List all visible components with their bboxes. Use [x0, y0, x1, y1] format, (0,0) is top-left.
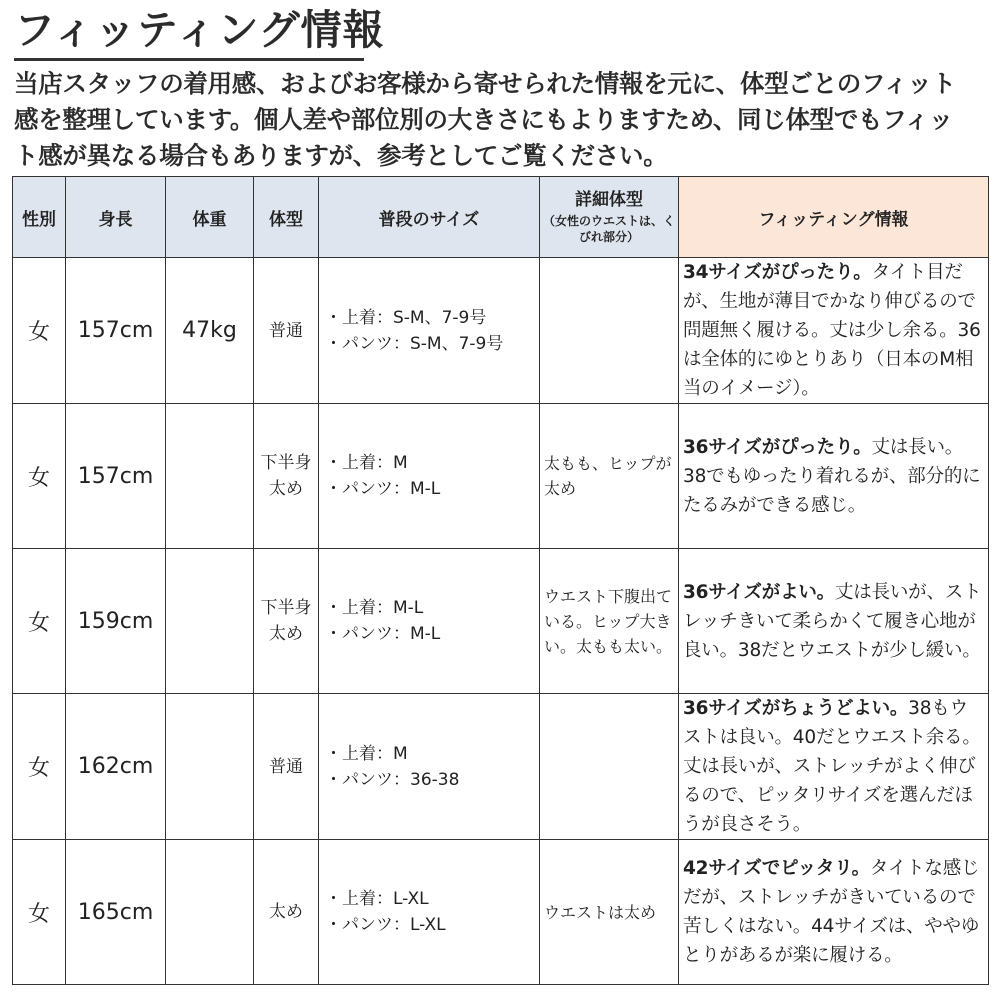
usual-size-line: ・上着：M — [325, 453, 408, 473]
table-row — [13, 840, 989, 985]
cell-height: 159cm — [66, 549, 166, 694]
cell-body-type — [254, 840, 319, 985]
intro-text — [14, 66, 989, 174]
cell-sex: 女 — [13, 840, 66, 985]
usual-size-line: ・上着：M-L — [325, 598, 424, 618]
header-weight: 体重 — [166, 177, 254, 258]
cell-height: 165cm — [66, 840, 166, 985]
body-type-line: 下半身 — [260, 598, 312, 618]
intro-line: ト感が異なる場合もありますが、参考としてご覧ください。 — [14, 141, 668, 170]
cell-sex: 女 — [13, 258, 66, 404]
cell-detail-body: ウエストは太め — [540, 840, 679, 985]
fitting-notes: タイトな感じだが、ストレッチがきいているので苦しくはない。44サイズは、ややゆとりがあるが楽に履ける。 — [683, 858, 980, 966]
usual-size-line: ・パンツ：M-L — [325, 624, 441, 644]
cell-body-type — [254, 549, 319, 694]
cell-detail-body — [540, 258, 679, 404]
cell-weight: 47kg — [166, 258, 254, 404]
cell-fitting-info — [679, 549, 989, 694]
fitting-summary: 36サイズがぴったり。 — [683, 436, 872, 458]
fitting-summary: 34サイズがぴったり。 — [683, 262, 872, 283]
cell-sex: 女 — [13, 404, 66, 549]
fitting-table — [12, 176, 989, 985]
cell-height: 157cm — [66, 258, 166, 404]
intro-line: 当店スタッフの着用感、およびお客様から寄せられた情報を元に、体型ごとのフィット — [14, 69, 956, 98]
cell-sex: 女 — [13, 694, 66, 840]
body-type-line: 太め — [269, 479, 303, 499]
table-row — [13, 694, 989, 840]
header-fitting-info: フィッティング情報 — [679, 177, 989, 258]
header-height: 身長 — [66, 177, 166, 258]
fitting-summary: 36サイズがちょうどよい。 — [683, 698, 909, 719]
body-type-line: 普通 — [269, 320, 303, 341]
cell-usual-size — [319, 404, 540, 549]
cell-fitting-info — [679, 840, 989, 985]
body-type-line: 太め — [269, 902, 303, 922]
header-sex: 性別 — [13, 177, 66, 258]
cell-height: 162cm — [66, 694, 166, 840]
header-usual-size: 普段のサイズ — [319, 177, 540, 258]
header-detail-label: 詳細体型 — [575, 190, 643, 210]
fitting-notes: 38もウストは良い。40だとウエスト余る。丈は長いが、ストレッチがよく伸びるので、ピッタリサイズを選んだほうが良さそう。 — [683, 698, 981, 835]
cell-body-type — [254, 694, 319, 840]
cell-detail-body: ウエスト下腹出ている。ヒップ大きい。太もも太い。 — [540, 549, 679, 694]
cell-fitting-info — [679, 694, 989, 840]
page-title: フィッティング情報 — [14, 6, 385, 54]
cell-usual-size — [319, 549, 540, 694]
intro-line: 感を整理しています。個人差や部位別の大きさにもよりますため、同じ体型でもフィッ — [14, 105, 953, 134]
header-detail-sub: （女性のウエストは、くびれ部分） — [542, 214, 675, 244]
fitting-notes: タイト目だが、生地が薄目でかなり伸びるので問題無く履ける。丈は少し余る。36は全体的にゆとりあり（日本のM相当のイメージ）。 — [683, 262, 981, 399]
cell-detail-body: 太もも、ヒップが太め — [540, 404, 679, 549]
cell-usual-size — [319, 258, 540, 404]
table-row — [13, 549, 989, 694]
cell-weight — [166, 549, 254, 694]
usual-size-line: ・パンツ：36-38 — [325, 769, 460, 790]
header-detail-body — [540, 177, 679, 258]
usual-size-line: ・パンツ：M-L — [325, 479, 441, 499]
usual-size-line: ・上着：L-XL — [325, 889, 429, 909]
cell-fitting-info — [679, 258, 989, 404]
usual-size-line: ・パンツ：S-M、7-9号 — [325, 333, 504, 354]
fitting-summary: 42サイズでピッタリ。 — [683, 858, 870, 879]
fitting-notes: 丈は長い。38でもゆったり着れるが、部分的にたるみができる感じ。 — [683, 436, 981, 516]
header-body: 体型 — [254, 177, 319, 258]
cell-fitting-info — [679, 404, 989, 549]
cell-usual-size — [319, 694, 540, 840]
cell-weight — [166, 694, 254, 840]
title-underline — [14, 58, 364, 61]
cell-body-type — [254, 404, 319, 549]
table-row — [13, 258, 989, 404]
body-type-line: 下半身 — [260, 453, 312, 473]
body-type-line: 太め — [269, 624, 303, 644]
body-type-line: 普通 — [269, 756, 303, 777]
usual-size-line: ・上着：M — [325, 743, 408, 764]
usual-size-line: ・パンツ：L-XL — [325, 915, 446, 935]
fitting-notes: 丈は長いが、ストレッチきいて柔らかくて履き心地が良い。38だとウエストが少し緩い。 — [683, 581, 982, 661]
cell-sex: 女 — [13, 549, 66, 694]
cell-weight — [166, 840, 254, 985]
table-header-row — [13, 177, 989, 258]
cell-body-type — [254, 258, 319, 404]
cell-weight — [166, 404, 254, 549]
table-row — [13, 404, 989, 549]
cell-detail-body — [540, 694, 679, 840]
fitting-summary: 36サイズがよい。 — [683, 581, 835, 603]
cell-usual-size — [319, 840, 540, 985]
usual-size-line: ・上着：S-M、7-9号 — [325, 307, 487, 328]
cell-height: 157cm — [66, 404, 166, 549]
